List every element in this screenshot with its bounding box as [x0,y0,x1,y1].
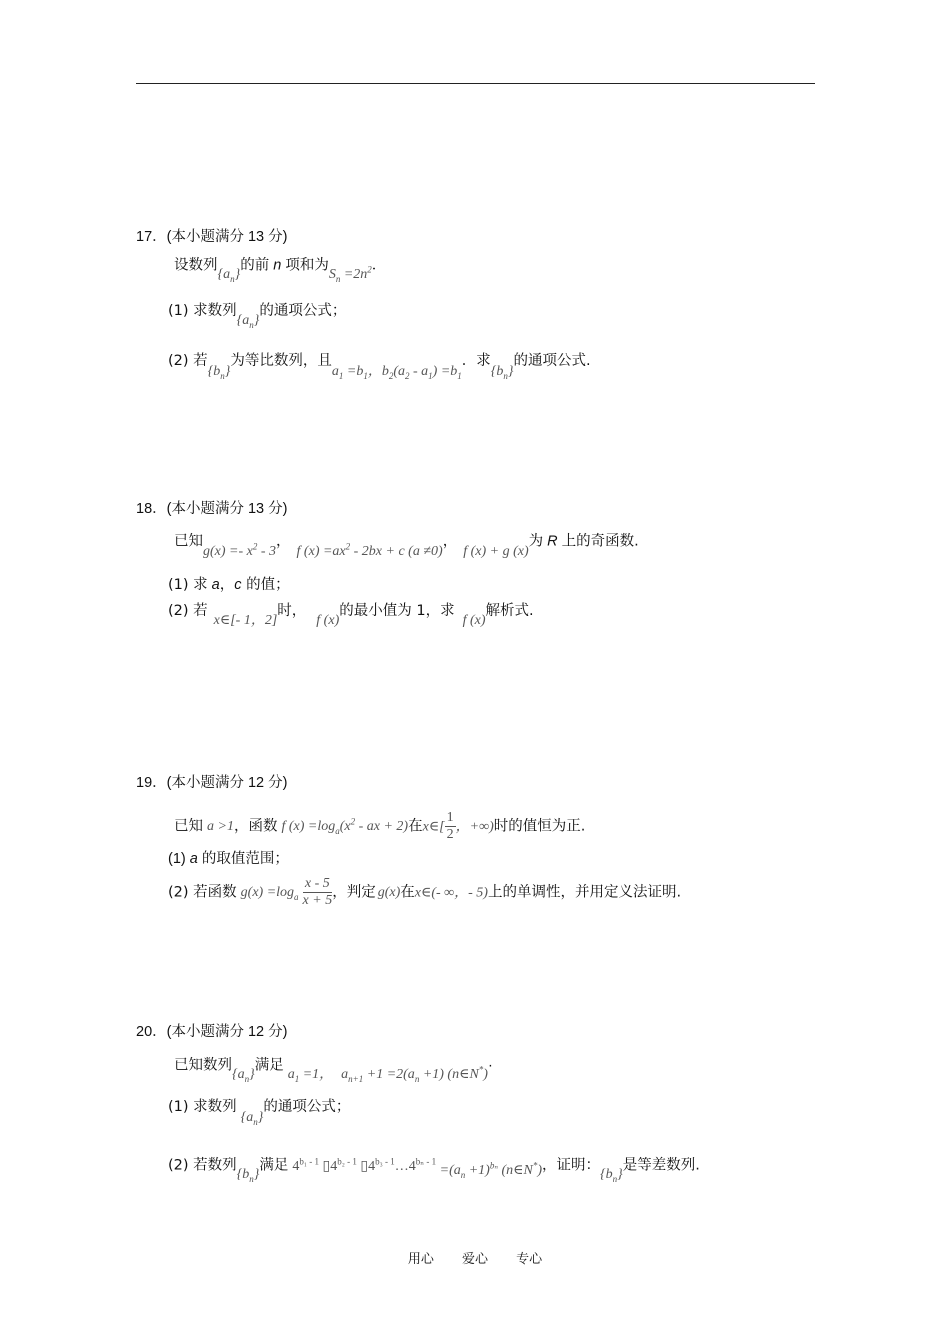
q19-stem: 已知 a >1，函数 f $(x) =\log_a(x^2$ - ax + 2)在x∈[ $\frac{1}{2}$ ，+∞)时的值恒为正. [174,810,586,842]
q19-part1: (1) a 的取值范围； [168,851,289,867]
page-footer [0,1248,950,1267]
footer-text-1: 用心 [407,1252,434,1267]
q18-header: 18．(本小题满分 13 分) [136,501,288,517]
q18-part1: (1) 求 a，c 的值； [168,577,290,593]
fraction-log-arg: $\frac{x - 5}{x + 5}$ [302,876,333,908]
q20-header: 20．(本小题满分 12 分) [136,1024,288,1040]
q20-part2: (2) 若数列$\{b_n\}$满足 $4^{b_1 - 1}$ $▯4^{b_2 - 1}$ $▯4^{b_3 - 1}\dots 4^{b_n - 1} =(a_n +1)^{b_n}$ (n∈N*)，证明：$\{b_n\}$是等差数列. [168,1156,700,1184]
footer-text-3: 专心 [516,1252,543,1267]
header-rule [136,83,815,84]
q18-stem: 已知$g(x) =- x^2 - 3$，f $(x) =ax^2 - 2bx + c$ (a ≠0)，f (x) + g (x)为 R 上的奇函数. [174,533,639,559]
q17-part1: (1) 求数列$\{a_n\}$的通项公式； [168,303,347,330]
q17-part2: (2) 若$\{b_n\}$为等比数列，且$a_1 =b_1$，$b_2(a_2 - a_1) =b_1$．求$\{b_n\}$的通项公式. [168,353,591,381]
q19-part2: (2) 若函数 $g(x) =\log_a$ $\frac{x - 5}{x + 5}$ ，判定 g(x)在x∈(- ∞，- 5)上的单调性，并用定义法证明. [168,876,682,908]
q20-stem: 已知数列$\{a_n\}$满足$a_1 =1$， $a_{n+1} +1 =2(a_n +1)$ (n∈N*)· [174,1057,493,1084]
footer-text-2: 爱心 [461,1252,488,1267]
q18-part2: (2) 若x∈[- 1，2]时，f (x)的最小值为 1，求f (x)解析式. [168,603,534,628]
fraction-one-half: $\frac{1}{2}$ [446,810,454,842]
q17-stem: 设数列$\{a_n\}$的前 n 项和为$S_n =2n^2$． [174,257,387,284]
q20-part1: (1) 求数列$\{a_n\}$的通项公式； [168,1099,351,1127]
q19-header: 19．(本小题满分 12 分) [136,775,288,791]
q17-header: 17．(本小题满分 13 分) [136,229,288,245]
